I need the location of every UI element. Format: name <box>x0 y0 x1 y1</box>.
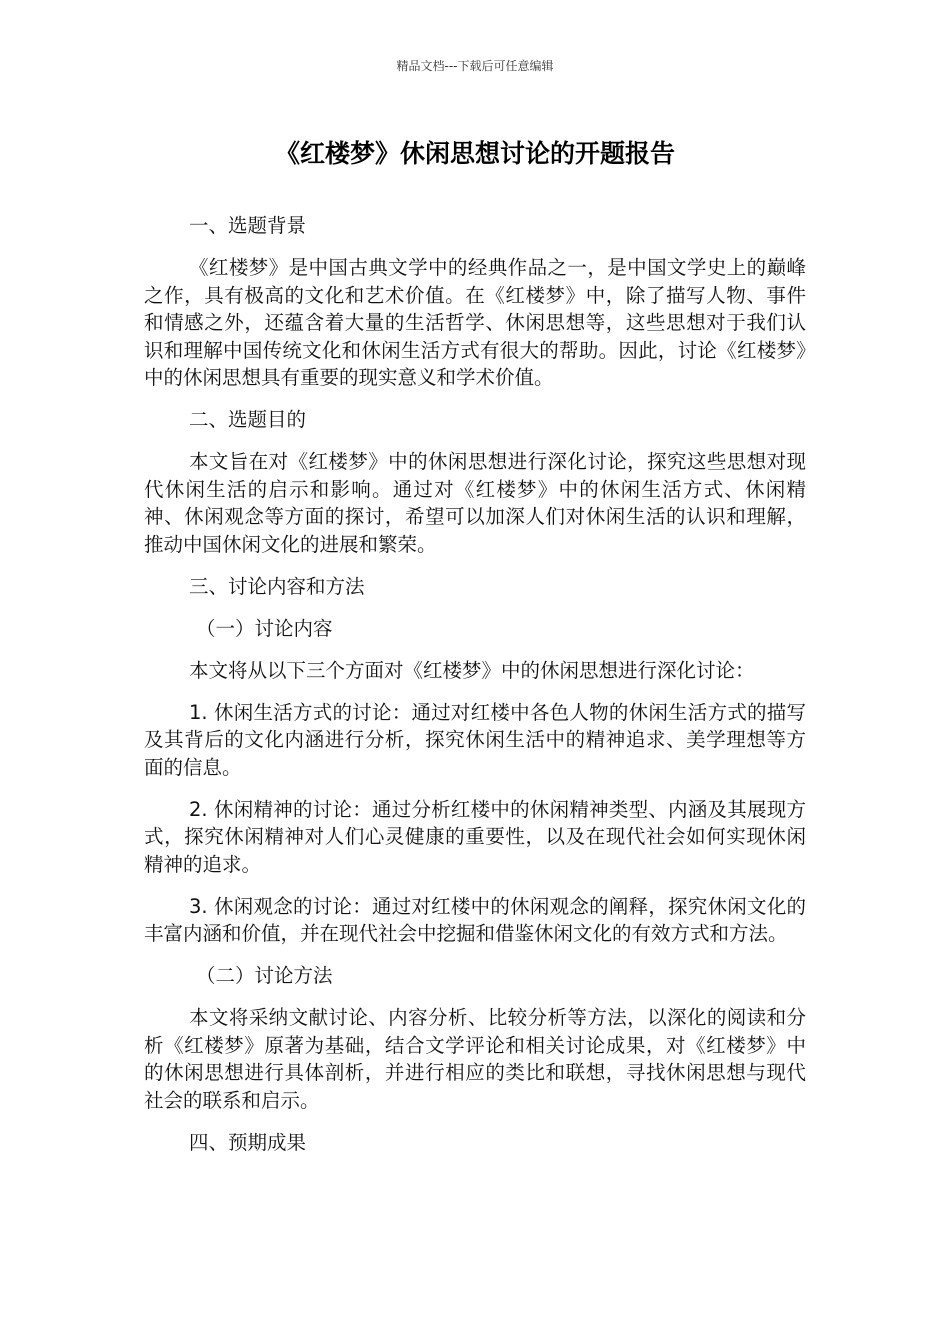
paragraph-method: 本文将采纳文献讨论、内容分析、比较分析等方法，以深化的阅读和分析《红楼梦》原著为基础，结合文学评论和相关讨论成果，对《红楼梦》中的休闲思想进行具体剖析，并进行相应的类比和联想，寻找休闲思想与现代社会的联系和启示。 <box>144 1006 806 1112</box>
section-heading-expected-results: 四、预期成果 <box>189 1130 307 1154</box>
paragraph-background: 《红楼梦》是中国古典文学中的经典作品之一，是中国文学史上的巅峰之作，具有极高的文化和艺术价值。在《红楼梦》中，除了描写人物、事件和情感之外，还蕴含着大量的生活哲学、休闲思想等，这些思想对于我们认识和理解中国传统文化和休闲生活方式有很大的帮助。因此，讨论《红楼梦》中的休闲思想具有重要的现实意义和学术价值。 <box>144 256 806 389</box>
list-item-concept: 3. 休闲观念的讨论：通过对红楼中的休闲观念的阐释，探究休闲文化的丰富内涵和价值，并在现代社会中挖掘和借鉴休闲文化的有效方式和方法。 <box>144 894 806 945</box>
document-body <box>144 212 806 1171</box>
header-note: 精品文档---下载后可任意编辑 <box>396 59 554 73</box>
section-heading-purpose: 二、选题目的 <box>189 408 307 431</box>
document-title: 《红楼梦》休闲思想讨论的开题报告 <box>274 139 675 168</box>
paragraph-content-intro: 本文将从以下三个方面对《红楼梦》中的休闲思想进行深化讨论： <box>189 658 755 682</box>
list-item-lifestyle: 1. 休闲生活方式的讨论：通过对红楼中各色人物的休闲生活方式的描写及其背后的文化内涵进行分析，探究休闲生活中的精神追求、美学理想等方面的信息。 <box>144 700 806 779</box>
list-item-spirit: 2. 休闲精神的讨论：通过分析红楼中的休闲精神类型、内涵及其展现方式，探究休闲精神对人们心灵健康的重要性，以及在现代社会如何实现休闲精神的追求。 <box>144 797 806 876</box>
section-heading-content-method: 三、讨论内容和方法 <box>189 574 365 598</box>
subheading-method: （二）讨论方法 <box>196 964 333 987</box>
subheading-content: （一）讨论内容 <box>196 616 333 640</box>
section-heading-background: 一、选题背景 <box>189 214 307 237</box>
paragraph-purpose: 本文旨在对《红楼梦》中的休闲思想进行深化讨论，探究这些思想对现代休闲生活的启示和影响。通过对《红楼梦》中的休闲生活方式、休闲精神、休闲观念等方面的探讨，希望可以加深人们对休闲生活的认识和理解，推动中国休闲文化的进展和繁荣。 <box>144 450 806 556</box>
